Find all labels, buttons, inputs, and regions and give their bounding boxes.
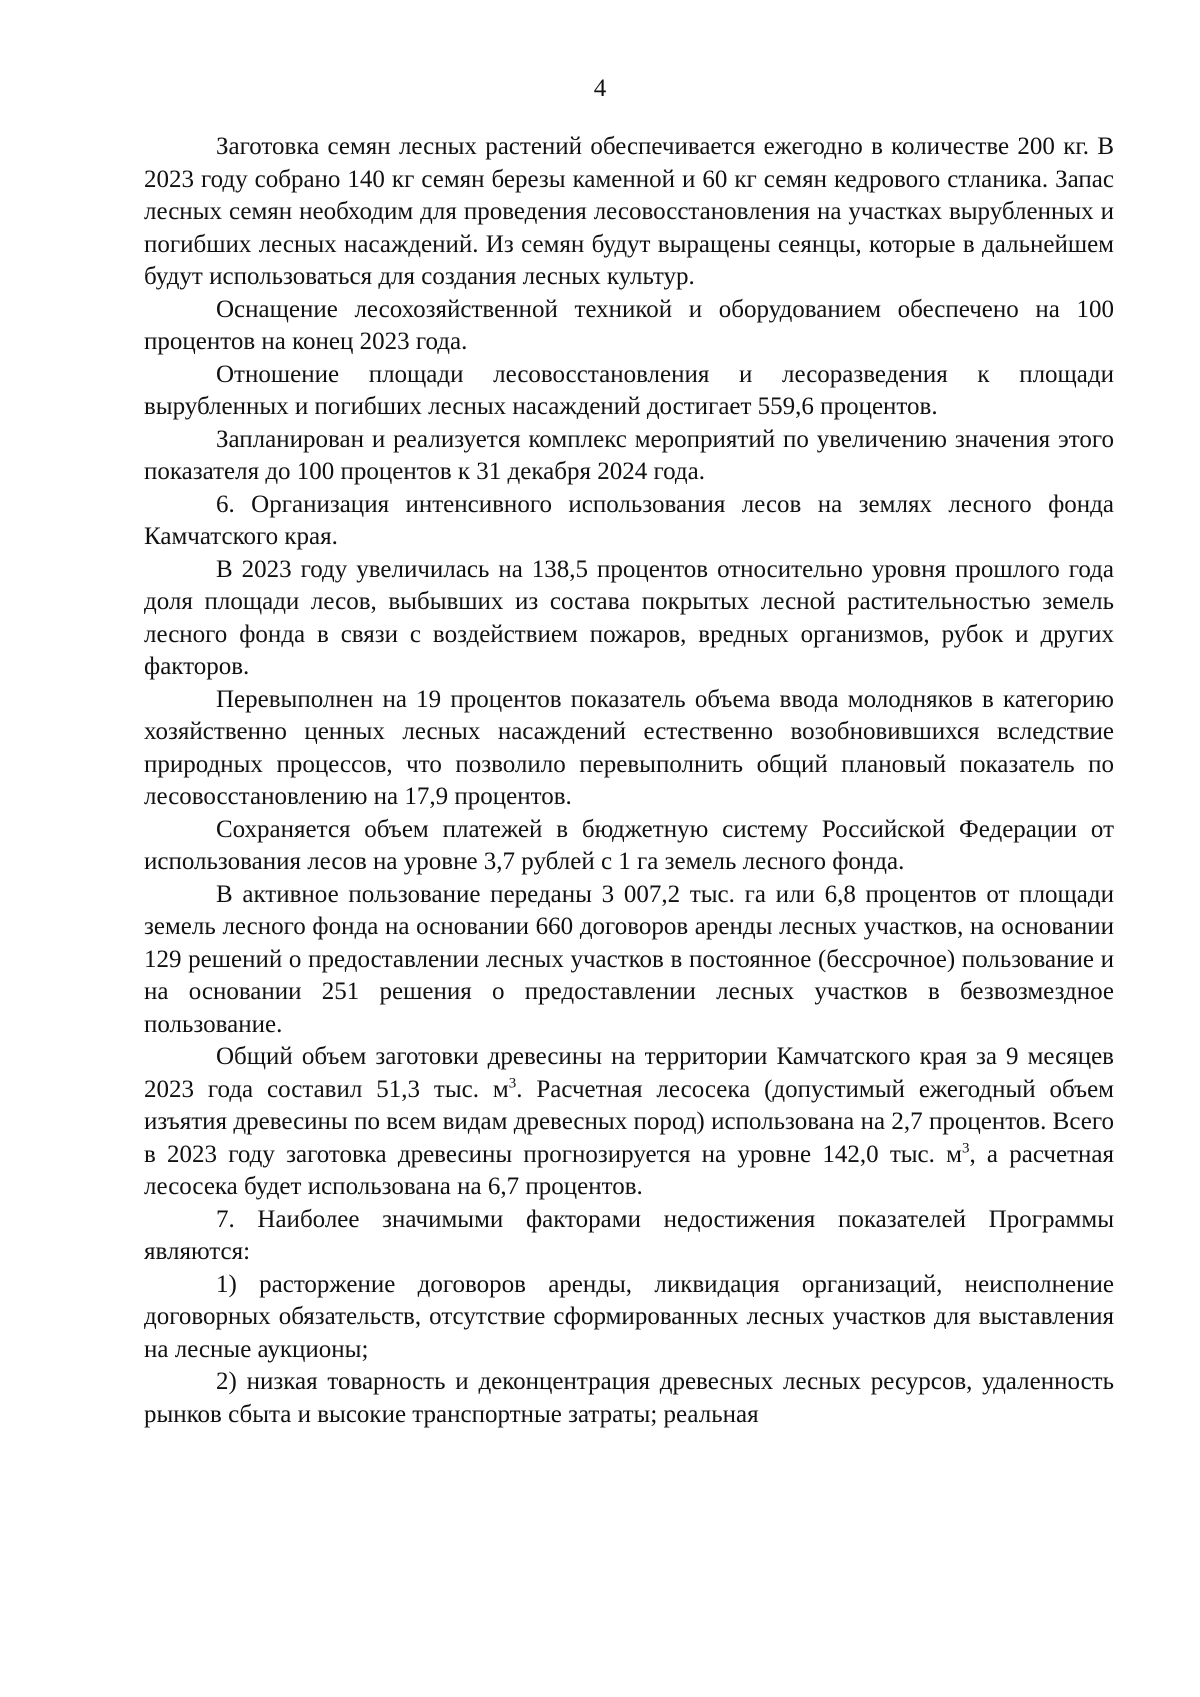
timber-text-part-3: , а расчетная лесосека будет использована на 6,7 процентов. [144,1140,1115,1200]
page-number: 4 [593,75,607,102]
paragraph-forest-area-share: В 2023 году увеличилась на 138,5 процентов относительно уровня прошлого года доля площади лесов, выбывших из состава покрытых лесной растительностью земель лесного фонда в связи с воздействием пожаров, вредных организмов, рубок и других факторов. [144,555,1114,680]
paragraph-section-7-heading: 7. Наиболее значимыми факторами недостижения показателей Программы являются: [144,1205,1114,1265]
paragraph-section-6-heading: 6. Организация интенсивного использования лесов на землях лесного фонда Камчатского края. [144,490,1114,550]
timber-text-part-2: . Расчетная лесосека (допустимый ежегодный объем изъятия древесины по всем видам древесных пород) использована на 2,7 процентов. Всего в 2023 году заготовка древесины прогнозируется на уровне 142,0 тыс. м [144,1075,1114,1168]
superscript-cubic-1: 3 [508,1075,517,1092]
paragraph-reforestation-ratio: Отношение площади лесовосстановления и лесоразведения к площади вырубленных и погибших лесных насаждений достигает 559,6 процентов. [144,360,1114,420]
timber-text-part-1: Общий объем заготовки древесины на территории Камчатского края за 9 месяцев 2023 года составил 51,3 тыс. м [144,1043,1114,1103]
paragraph-measures-planned: Запланирован и реализуется комплекс мероприятий по увеличению значения этого показателя до 100 процентов к 31 декабря 2024 года. [144,425,1114,485]
paragraph-budget-payments: Сохраняется объем платежей в бюджетную систему Российской Федерации от использования лесов на уровне 3,7 рублей с 1 га земель лесного фонда. [144,815,1114,875]
paragraph-active-use: В активное пользование переданы 3 007,2 тыс. га или 6,8 процентов от площади земель лесного фонда на основании 660 договоров аренды лесных участков, на основании 129 решений о предоставлении лесных участков в постоянное (бессрочное) пользование и на основании 251 решения о предоставлении лесных участков в безвозмездное пользование. [144,880,1114,1038]
document-body [144,131,1114,1431]
paragraph-timber-harvest [144,1041,1114,1204]
superscript-cubic-2: 3 [961,1140,970,1157]
paragraph-factor-2: 2) низкая товарность и деконцентрация древесных лесных ресурсов, удаленность рынков сбыта и высокие транспортные затраты; реальная [144,1368,1114,1428]
paragraph-factor-1: 1) расторжение договоров аренды, ликвидация организаций, неисполнение договорных обязательств, отсутствие сформированных лесных участков для выставления на лесные аукционы; [144,1270,1114,1363]
paragraph-seeds: Заготовка семян лесных растений обеспечивается ежегодно в количестве 200 кг. В 2023 году собрано 140 кг семян березы каменной и 60 кг семян кедрового стланика. Запас лесных семян необходим для проведения лесовосстановления на участках вырубленных и погибших лесных насаждений. Из семян будут выращены сеянцы, которые в дальнейшем будут использоваться для создания лесных культур. [144,133,1114,290]
paragraph-young-growth: Перевыполнен на 19 процентов показатель объема ввода молодняков в категорию хозяйственно ценных лесных насаждений естественно возобновившихся вследствие природных процессов, что позволило перевыполнить общий плановый показатель по лесовосстановлению на 17,9 процентов. [144,685,1114,810]
paragraph-equipment: Оснащение лесохозяйственной техникой и оборудованием обеспечено на 100 процентов на конец 2023 года. [144,295,1114,355]
